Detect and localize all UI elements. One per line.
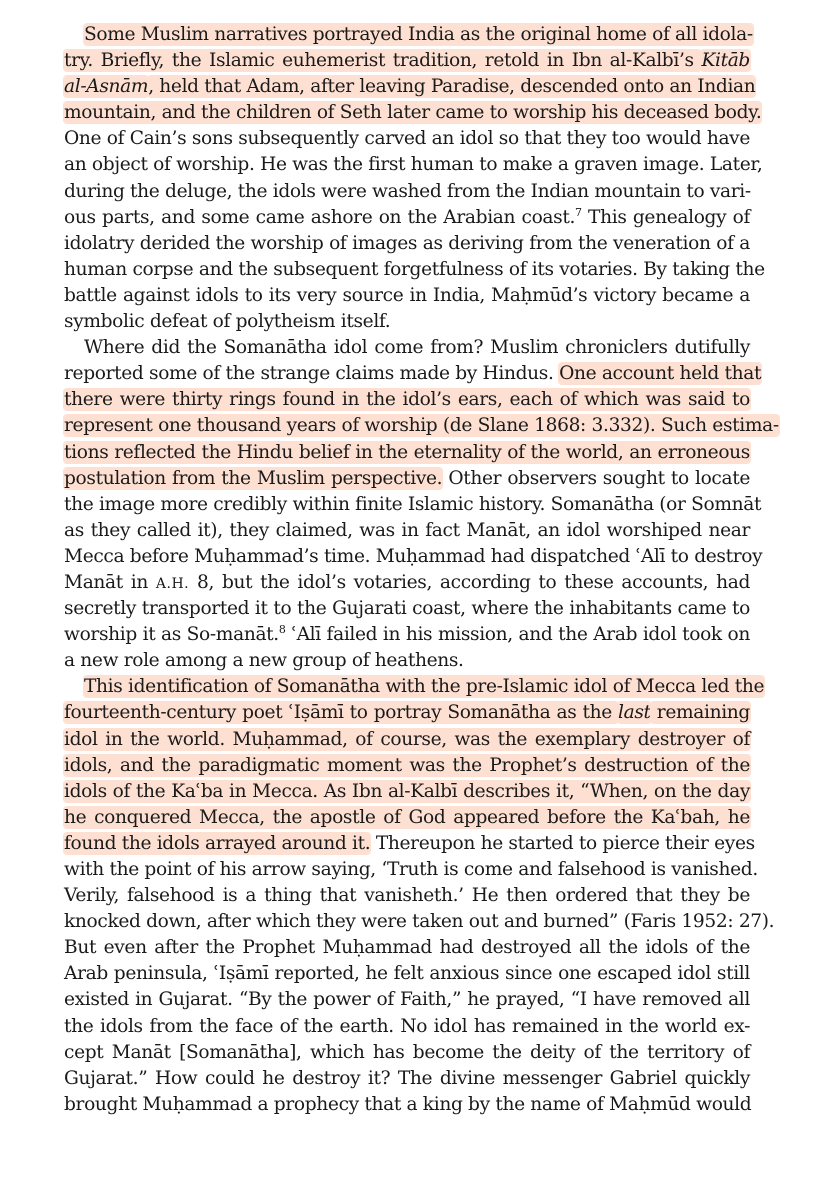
text-line [64, 674, 765, 700]
text-line [64, 596, 750, 622]
highlight-mark [64, 755, 750, 776]
highlighted-text: Kitāb [701, 50, 750, 72]
highlighted-text: tions reflected the Hindu belief in the eternality of the world, an erroneous [64, 441, 750, 463]
text-segment: secretly transported it to the Gujarati coast, where the inhabitants came to [64, 598, 750, 620]
highlighted-text: idols, and the paradigmatic moment was the Prophet’s destruction of the [64, 754, 750, 776]
text-line [64, 492, 762, 518]
text-segment: with the point of his arrow saying, ‘Truth is come and falsehood is vanished. [64, 859, 758, 880]
highlighted-text: found the idols arrayed around it. [64, 832, 371, 854]
footnote-ref[interactable]: 7 [575, 205, 582, 219]
highlighted-text: , held that Adam, after leaving Paradise, descended onto an Indian [148, 76, 756, 98]
text-segment: ous parts, and some came ashore on the Arabian coast. [64, 206, 576, 228]
paragraph-3 [64, 674, 775, 1118]
text-segment: Gujarat.” How could he destroy it? The divine messenger Gabriel quickly [64, 1067, 750, 1089]
text-line [64, 544, 763, 570]
text-segment: existed in Gujarat. “By the power of Faith,” he prayed, “I have removed all [64, 989, 750, 1011]
highlight-mark [84, 676, 764, 697]
text-line [64, 883, 750, 909]
text-line [64, 622, 750, 648]
text-segment: the idols from the face of the earth. No idol has remained in the world ex- [64, 1015, 750, 1037]
highlight-mark [64, 389, 750, 410]
text-segment: cept Manāt [Somanātha], which has become the deity of the territory of [64, 1041, 750, 1063]
text-segment: battle against idols to its very source in India, Maḥmūd’s victory became a [64, 284, 750, 306]
text-line [64, 961, 750, 987]
text-line [64, 126, 750, 152]
text-segment: But even after the Prophet Muḥammad had destroyed all the idols of the [64, 937, 750, 959]
text-line [64, 74, 756, 100]
highlight-mark [559, 363, 761, 384]
text-line [64, 387, 750, 413]
highlighted-text: postulation from the Muslim perspective. [64, 467, 443, 489]
text-line [64, 335, 750, 361]
text-segment: worship it as So-manāt. [64, 624, 279, 646]
text-line [64, 1066, 750, 1092]
highlight-mark [651, 702, 750, 723]
text-line [64, 753, 750, 779]
text-segment: Mecca before Muḥammad’s time. Muḥammad had dispatched ʿAlī to destroy [64, 545, 763, 567]
highlighted-text: fourteenth-century poet ʿIṣāmī to portray Somanātha as the [64, 702, 619, 724]
highlight-mark [64, 729, 750, 750]
highlight-mark [64, 807, 750, 828]
highlight-mark [64, 702, 618, 723]
text-segment: Arab peninsula, ʿIṣāmī reported, he felt anxious since one escaped idol still [64, 963, 750, 985]
text-segment: the image more credibly within finite Islamic history. Somanātha (or Somnāt [64, 493, 762, 515]
text-segment: idolatry derided the worship of images as deriving from the veneration of a [64, 232, 750, 254]
text-segment: during the deluge, the idols were washed from the Indian mountain to vari- [64, 180, 751, 202]
highlight-mark [64, 442, 750, 463]
text-segment: a new role among a new group of heathens. [64, 650, 464, 672]
highlighted-text: he conquered Mecca, the apostle of God appeared before the Kaʿbah, he [64, 806, 750, 828]
highlighted-text: Some Muslim narratives portrayed India as the original home of all idola- [84, 24, 753, 45]
highlighted-text: mountain, and the children of Seth later came to worship his deceased body. [64, 102, 762, 124]
text-line [64, 100, 762, 126]
text-segment: as they called it), they claimed, was in fact Manāt, an idol worshiped near [64, 519, 750, 541]
text-segment: 8, but the idol’s votaries, according to these accounts, had [189, 571, 750, 593]
text-line [64, 518, 750, 544]
text-segment: knocked down, after which they were taken out and burned” (Faris 1952: 27). [64, 911, 775, 933]
highlight-mark [701, 50, 750, 71]
text-line [64, 152, 763, 178]
text-line [64, 48, 750, 74]
text-line [64, 205, 750, 231]
highlight-mark [84, 24, 753, 45]
text-line [64, 831, 755, 857]
text-segment: Other observers sought to locate [442, 467, 750, 489]
text-line [64, 779, 750, 805]
highlighted-text: there were thirty rings found in the idol’s ears, each of which was said to [64, 389, 750, 411]
body-text [64, 22, 779, 1118]
highlighted-text: try. Briefly, the Islamic euhemerist tradition, retold in Ibn al-Kalbī’s [64, 50, 702, 72]
text-segment: Verily, falsehood is a thing that vanisheth.’ He then ordered that they be [64, 885, 750, 907]
highlighted-text: idols of the Kaʿba in Mecca. As Ibn al-Kalbī describes it, “When, on the day [64, 780, 750, 802]
text-line [64, 727, 750, 753]
highlighted-text: represent one thousand years of worship (de Slane 1868: 3.332). Such estima- [64, 415, 779, 437]
text-line [64, 440, 750, 466]
text-line [64, 700, 750, 726]
text-line [64, 1014, 750, 1040]
text-segment: human corpse and the subsequent forgetfulness of its votaries. By taking the [64, 258, 765, 280]
text-line [64, 22, 753, 48]
text-segment: symbolic defeat of polytheism itself. [64, 311, 391, 333]
text-line [64, 179, 750, 205]
highlighted-text: This identification of Somanātha with the pre-Islamic idol of Mecca led the [84, 676, 765, 698]
highlight-mark [64, 50, 701, 71]
paragraph-2 [64, 335, 779, 674]
text-segment: Where did the Somanātha idol come from? Muslim chroniclers dutifully [84, 337, 750, 359]
text-line [64, 857, 758, 883]
highlighted-text: idol in the world. Muḥammad, of course, was the exemplary destroyer of [64, 728, 750, 750]
highlight-mark [148, 76, 755, 97]
text-line [64, 257, 765, 283]
highlight-mark [64, 468, 442, 489]
text-line [64, 570, 750, 596]
text-line [64, 466, 750, 492]
text-segment: brought Muḥammad a prophecy that a king by the name of Maḥmūd would [64, 1093, 752, 1115]
text-segment: A.H. [155, 575, 190, 592]
text-line [64, 1092, 750, 1118]
highlighted-text: remaining [650, 702, 750, 724]
text-segment: One of Cain’s sons subsequently carved an idol so that they too would have [64, 128, 750, 150]
highlight-mark [64, 415, 779, 436]
text-segment: reported some of the strange claims made by Hindus. [64, 363, 560, 385]
text-line [64, 648, 750, 674]
text-line [64, 309, 750, 335]
text-segment: Thereupon he started to pierce their eyes [370, 832, 755, 854]
highlighted-text: al-Asnām [64, 76, 149, 98]
highlight-mark [64, 76, 148, 97]
text-line [64, 361, 762, 387]
paragraph-1 [64, 22, 765, 335]
text-line [64, 231, 750, 257]
footnote-ref[interactable]: 8 [278, 622, 286, 636]
text-segment: an object of worship. He was the first human to make a graven image. Later, [64, 154, 763, 176]
text-line [64, 1040, 750, 1066]
highlighted-text: last [618, 702, 651, 724]
text-segment: This genealogy of [581, 206, 750, 228]
text-line [64, 935, 750, 961]
text-line [64, 283, 750, 309]
text-segment: ʿAlī failed in his mission, and the Arab idol took on [285, 624, 750, 646]
text-line [64, 413, 779, 439]
highlighted-text: One account held that [559, 363, 762, 385]
highlight-mark [618, 702, 651, 723]
text-segment: Manāt in [64, 571, 156, 593]
highlight-mark [64, 781, 750, 802]
text-line [64, 909, 775, 935]
highlight-mark [64, 833, 370, 854]
text-line [64, 987, 750, 1013]
highlight-mark [64, 102, 761, 123]
text-line [64, 805, 750, 831]
